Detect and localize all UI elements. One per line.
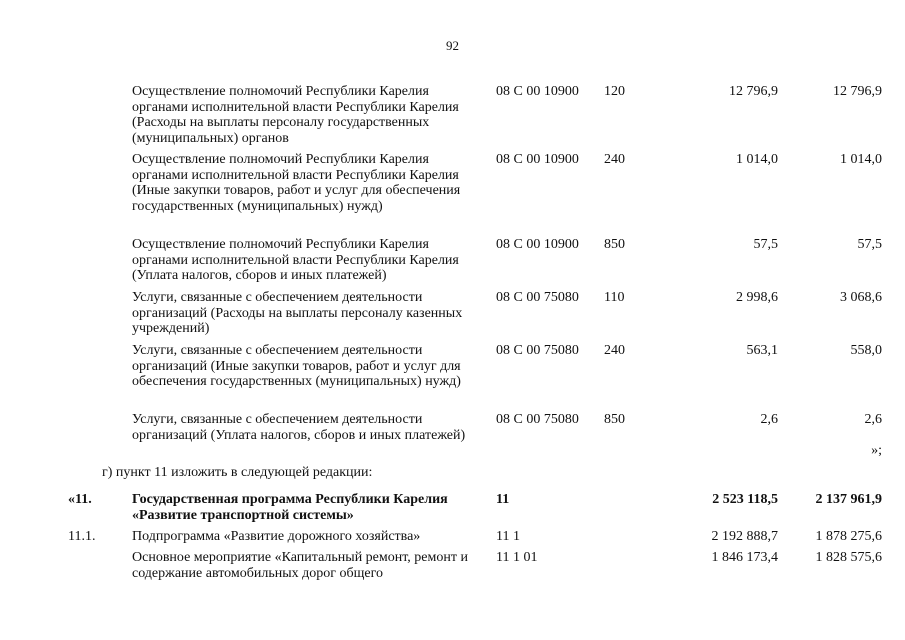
row-expense-type: 120: [604, 84, 625, 99]
row-name: Государственная программа Республики Карелия «Развитие транспортной системы»: [132, 492, 448, 523]
row-name: Осуществление полномочий Республики Карелия органами исполнительной власти Республики Карелия (Иные закупки товаров, работ и услуг для обеспечения государственных (муниципальных) нужд): [132, 152, 461, 214]
row-amount-2: 12 796,9: [833, 84, 882, 99]
row-name: Осуществление полномочий Республики Карелия органами исполнительной власти Республики Карелия (Расходы на выплаты персоналу государственных (муниципальных) органов: [132, 84, 459, 146]
row-amount-2: 3 068,6: [840, 290, 882, 305]
row-name: Услуги, связанные с обеспечением деятельности организаций (Расходы на выплаты персоналу казенных учреждений): [132, 290, 463, 336]
row-name: Услуги, связанные с обеспечением деятельности организаций (Иные закупки товаров, работ и услуг для обеспечения государственных (муниципальных) нужд): [132, 343, 461, 389]
row-amount-1: 1 014,0: [736, 152, 778, 167]
row-code: 08 С 00 10900: [496, 152, 579, 167]
row-number: 11.1.: [68, 529, 96, 544]
row-code: 11 1: [496, 529, 520, 544]
row-number: «11.: [68, 492, 92, 507]
row-name: Осуществление полномочий Республики Карелия органами исполнительной власти Республики Карелия (Уплата налогов, сборов и иных платежей): [132, 237, 459, 283]
row-code: 08 С 00 10900: [496, 84, 579, 99]
row-amount-2: 1 014,0: [840, 152, 882, 167]
row-amount-2: 558,0: [850, 343, 882, 358]
row-name: Основное мероприятие «Капитальный ремонт, ремонт и содержание автомобильных дорог общего: [132, 550, 468, 581]
row-code: 08 С 00 75080: [496, 343, 579, 358]
row-amount-1: 2 192 888,7: [711, 529, 778, 544]
row-amount-2: 1 878 275,6: [815, 529, 882, 544]
row-code: 08 С 00 75080: [496, 412, 579, 427]
row-amount-1: 2,6: [760, 412, 778, 427]
row-expense-type: 240: [604, 343, 625, 358]
row-amount-1: 12 796,9: [729, 84, 778, 99]
row-amount-2: 1 828 575,6: [815, 550, 882, 565]
row-code: 08 С 00 10900: [496, 237, 579, 252]
row-amount-2: 57,5: [857, 237, 882, 252]
row-name: Услуги, связанные с обеспечением деятельности организаций (Уплата налогов, сборов и иных платежей): [132, 412, 466, 443]
row-expense-type: 850: [604, 237, 625, 252]
row-amount-2: 2,6: [864, 412, 882, 427]
row-amount-1: 57,5: [753, 237, 778, 252]
page-number: 92: [446, 38, 459, 53]
row-amount-1: 2 523 118,5: [712, 492, 778, 507]
row-expense-type: 850: [604, 412, 625, 427]
row-amount-1: 563,1: [746, 343, 778, 358]
row-amount-1: 2 998,6: [736, 290, 778, 305]
row-expense-type: 240: [604, 152, 625, 167]
closing-quote: »;: [871, 443, 882, 458]
row-expense-type: 110: [604, 290, 625, 305]
row-code: 08 С 00 75080: [496, 290, 579, 305]
row-code: 11: [496, 492, 510, 507]
note-text: г) пункт 11 изложить в следующей редакции:: [102, 465, 373, 480]
row-amount-1: 1 846 173,4: [711, 550, 778, 565]
row-code: 11 1 01: [496, 550, 538, 565]
row-name: Подпрограмма «Развитие дорожного хозяйства»: [132, 529, 421, 544]
row-amount-2: 2 137 961,9: [815, 492, 882, 507]
